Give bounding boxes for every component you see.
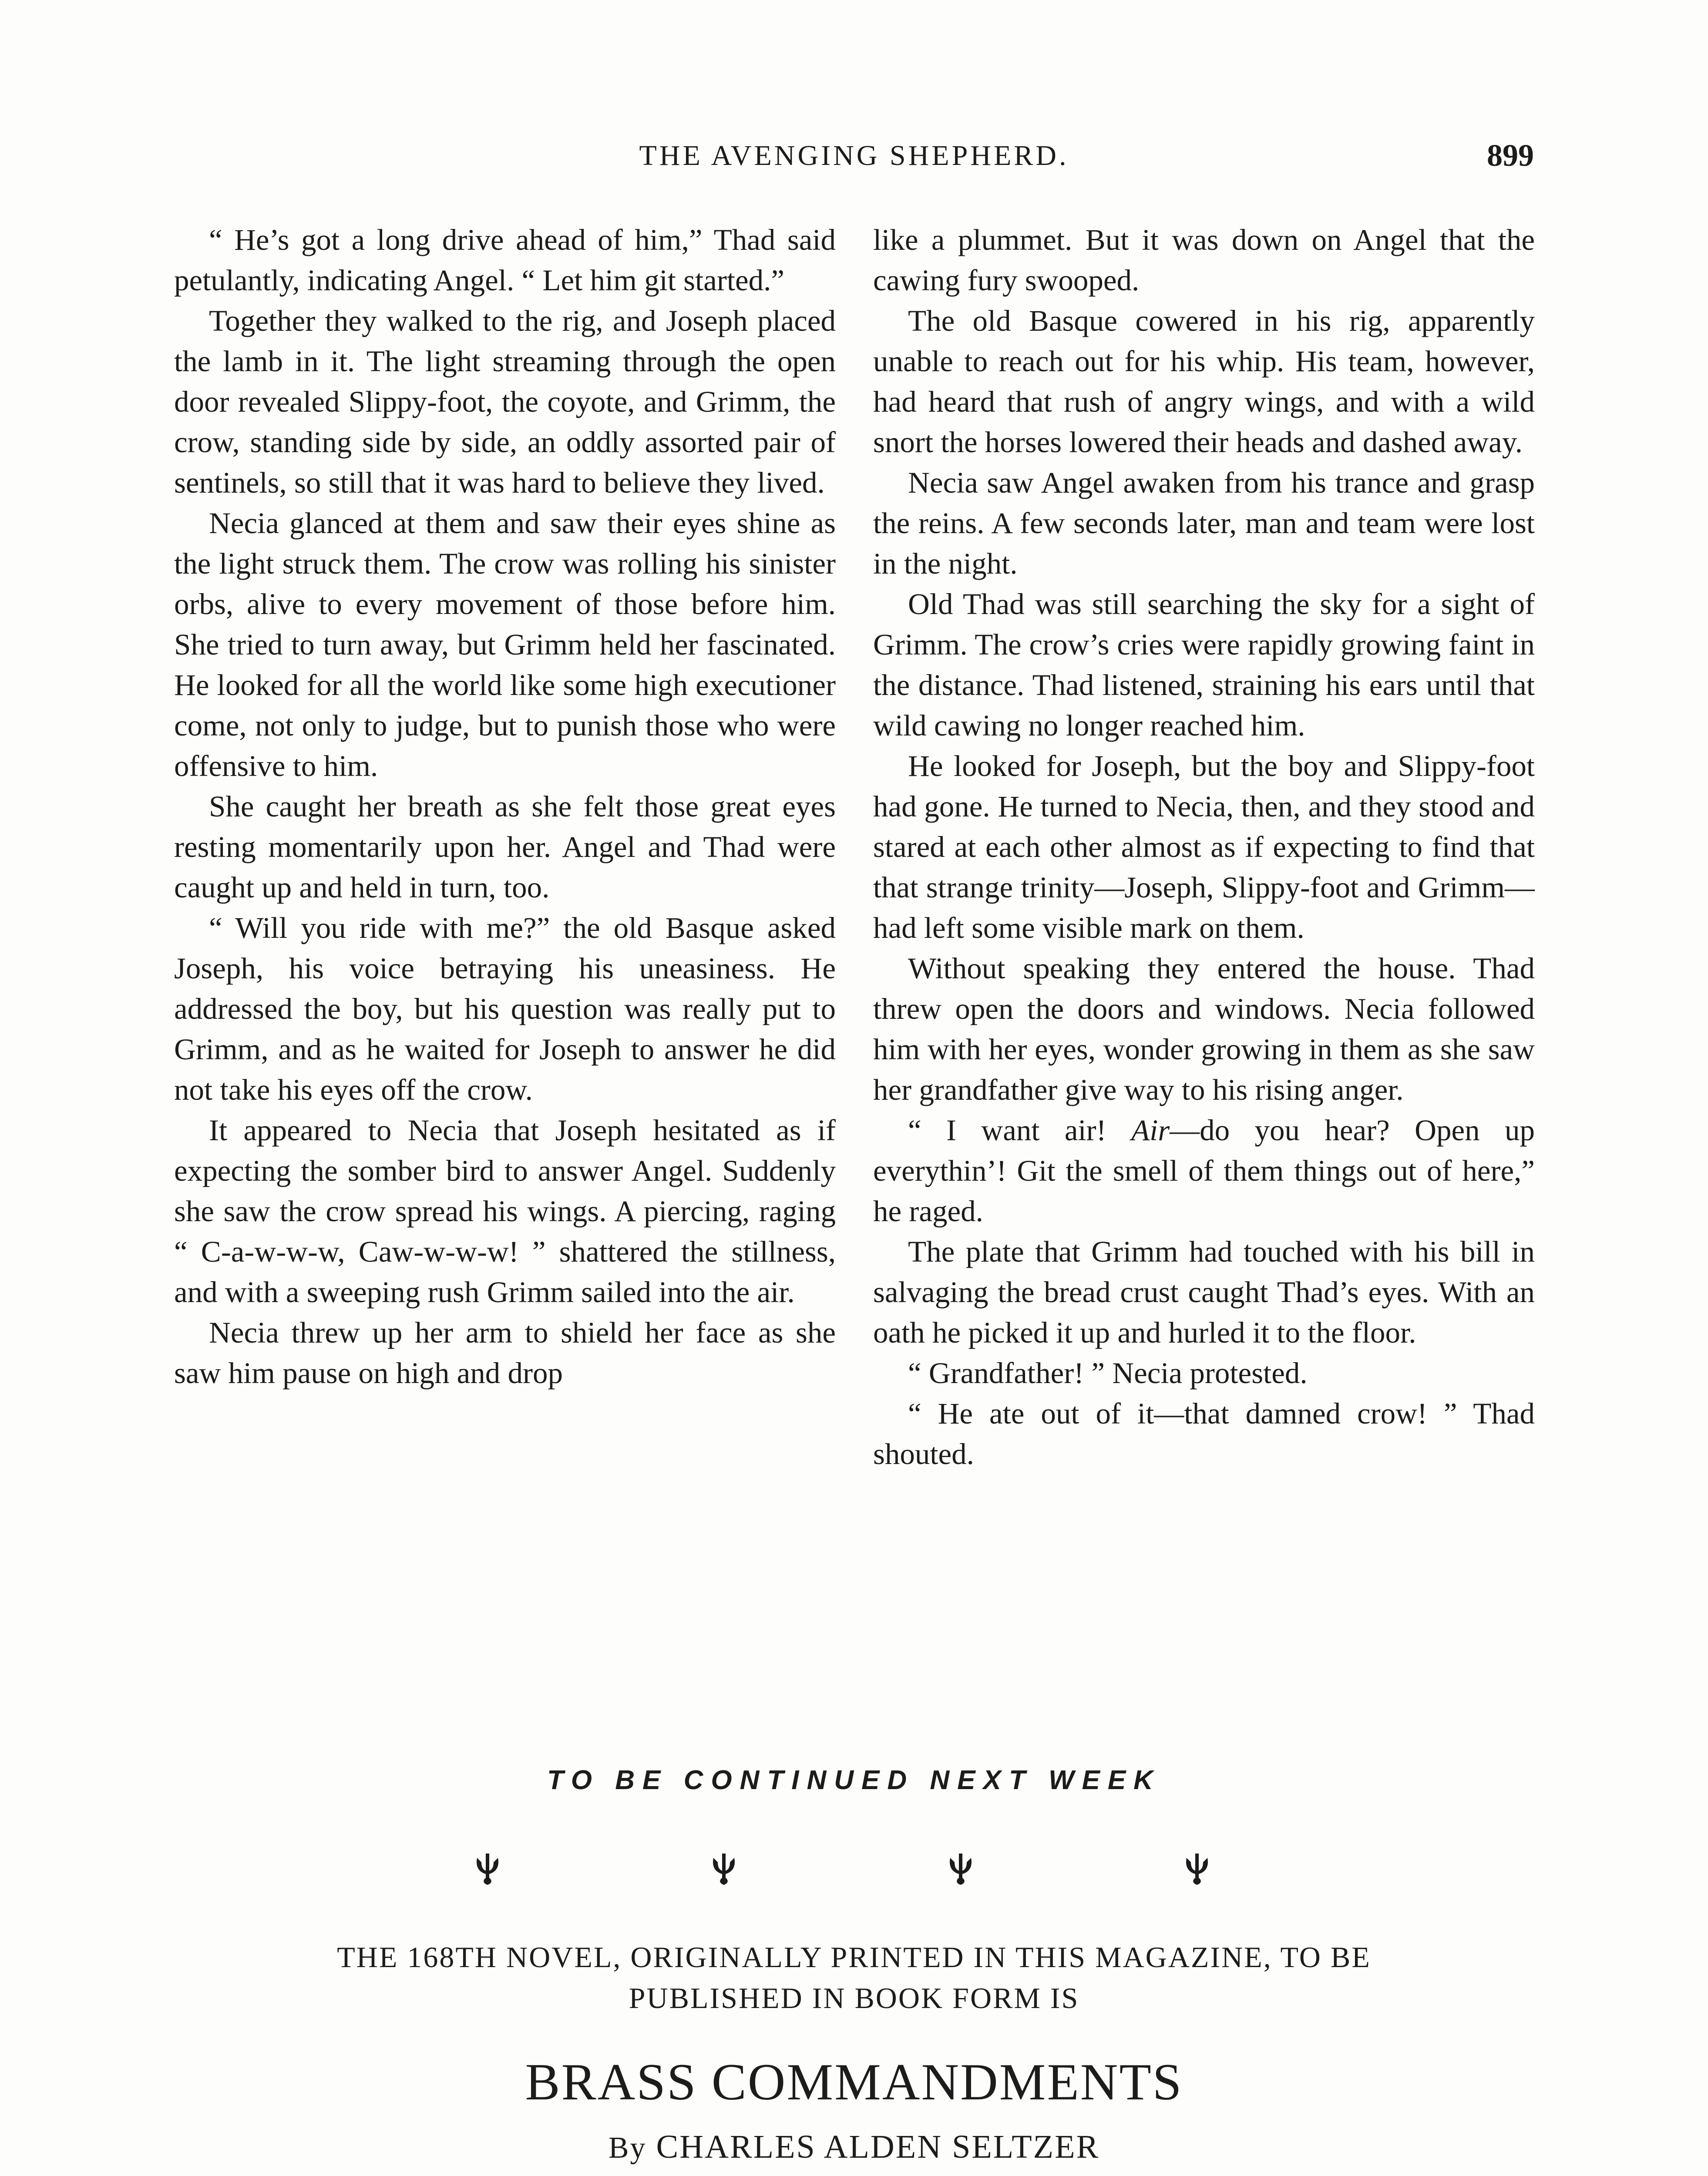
paragraph: Necia threw up her arm to shield her face as she saw him pause on high and drop <box>174 1316 836 1390</box>
author-name: CHARLES ALDEN SELTZER <box>656 2129 1100 2165</box>
byline <box>0 2128 1708 2166</box>
announcement-line: PUBLISHED IN BOOK FORM IS <box>629 1981 1079 2015</box>
book-announcement <box>152 1937 1556 2018</box>
ornament-icon <box>1184 1852 1210 1887</box>
paragraph: “ He’s got a long drive ahead of him,” Thad said petulantly, indicating Angel. “ Let him git started.” <box>174 223 836 297</box>
paragraph: Necia saw Angel awaken from his trance and grasp the reins. A few seconds later, man and team were lost in the night. <box>873 466 1535 580</box>
paragraph-continuation: like a plummet. But it was down on Angel that the cawing fury swooped. <box>873 223 1535 297</box>
right-column <box>873 220 1535 1474</box>
running-head <box>174 139 1534 183</box>
paragraph: She caught her breath as she felt those great eyes resting momentarily upon her. Angel and Thad were caught up and held in turn, too. <box>174 790 836 904</box>
paragraph: He looked for Joseph, but the boy and Slippy-foot had gone. He turned to Necia, then, and they stood and stared at each other almost as if expecting to find that that strange trinity—Joseph, Slippy-foot and Grimm—had left some visible mark on them. <box>873 749 1535 944</box>
byline-prefix: By <box>608 2131 647 2165</box>
paragraph: Necia glanced at them and saw their eyes shine as the light struck them. The crow was rolling his sinister orbs, alive to every movement of those before him. She tried to turn away, but Grimm held her fascinated. He looked for all the world like some high executioner come, not only to judge, but to punish those who were offensive to him. <box>174 507 836 782</box>
paragraph: “ He ate out of it—that damned crow! ” Thad shouted. <box>873 1397 1535 1471</box>
paragraph: The old Basque cowered in his rig, apparently unable to reach out for his whip. His team, however, had heard that rush of angry wings, and with a wild snort the horses lowered their heads and dashed away. <box>873 304 1535 459</box>
quote-emphasis: Air <box>1131 1114 1170 1147</box>
announcement-line: THE 168TH NOVEL, ORIGINALLY PRINTED IN THIS MAGAZINE, TO BE <box>337 1941 1371 1974</box>
ornament-icon <box>474 1852 501 1887</box>
quote-text: “ I want air! <box>908 1114 1131 1147</box>
ornament-icon <box>711 1852 737 1887</box>
paragraph: Together they walked to the rig, and Joseph placed the lamb in it. The light streaming through the open door revealed Slippy-foot, the coyote, and Grimm, the crow, standing side by side, an oddly assorted pair of sentinels, so still that it was hard to believe they lived. <box>174 304 836 499</box>
ornament-row <box>474 1852 1210 1891</box>
paragraph: It appeared to Necia that Joseph hesitated as if expecting the somber bird to answer Angel. Suddenly she saw the crow spread his wings. A piercing, raging “ C-a-w-w-w, Caw-w-w-w! ” shattered the stillness, and with a sweeping rush Grimm sailed into the air. <box>174 1114 836 1309</box>
running-title: THE AVENGING SHEPHERD. <box>639 140 1069 171</box>
story-columns <box>174 220 1534 1760</box>
paragraph-air <box>873 1110 1535 1232</box>
page-number: 899 <box>1487 138 1534 173</box>
paragraph: Old Thad was still searching the sky for a sight of Grimm. The crow’s cries were rapidly growing faint in the distance. Thad listened, straining his ears until that wild cawing no longer reached him. <box>873 588 1535 742</box>
paragraph: “ Grandfather! ” Necia protested. <box>908 1357 1308 1390</box>
paragraph: The plate that Grimm had touched with his bill in salvaging the bread crust caught Thad’s eyes. With an oath he picked it up and hurled it to the floor. <box>873 1235 1535 1349</box>
left-column <box>174 220 836 1394</box>
paragraph: Without speaking they entered the house. Thad threw open the doors and windows. Necia followed him with her eyes, wonder growing in them as she saw her grandfather give way to his rising anger. <box>873 952 1535 1106</box>
quote-text: —do you hear? Open up everythin’! Git the smell of them things out of here,” he raged. <box>873 1114 1535 1228</box>
paragraph: “ Will you ride with me?” the old Basque asked Joseph, his voice betraying his uneasiness. He addressed the boy, but his question was really put to Grimm, and as he waited for Joseph to answer he did not take his eyes off the crow. <box>174 911 836 1106</box>
book-title: BRASS COMMANDMENTS <box>525 2053 1183 2111</box>
continued-notice: TO BE CONTINUED NEXT WEEK <box>547 1765 1161 1795</box>
ornament-icon <box>948 1852 974 1887</box>
